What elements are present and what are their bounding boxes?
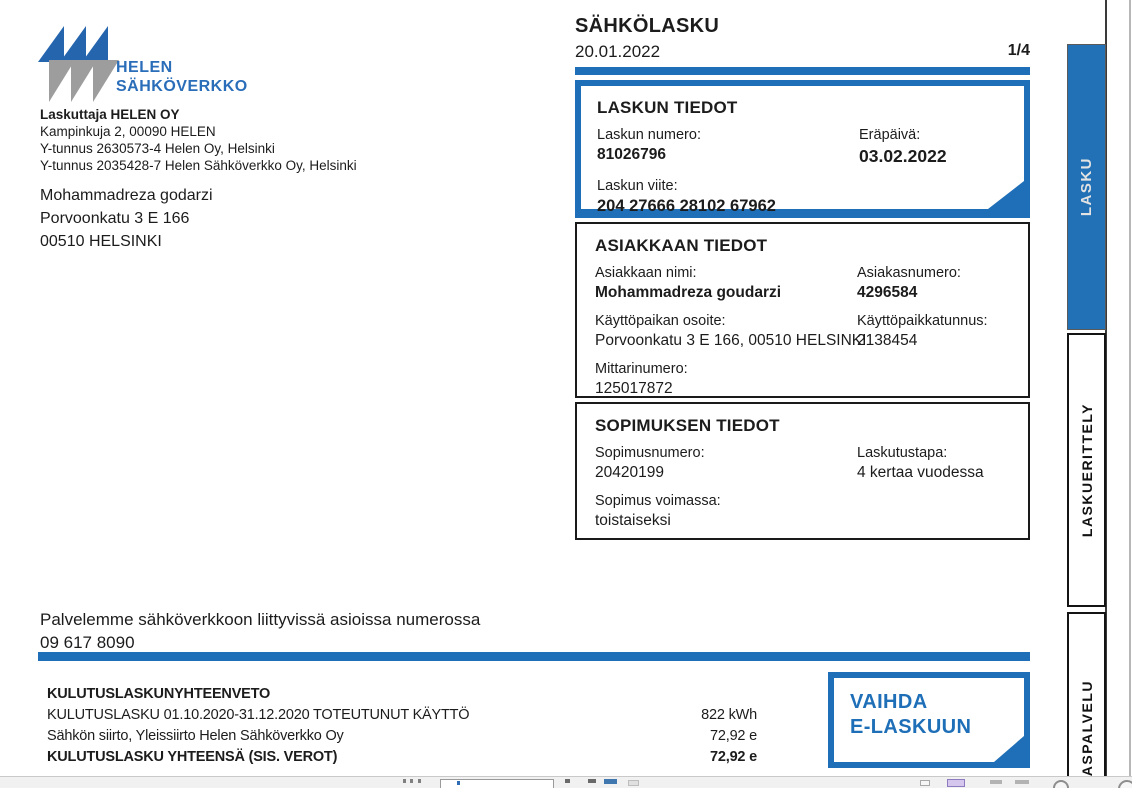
logo-line2: SÄHKÖVERKKO xyxy=(116,78,248,95)
document-title: SÄHKÖLASKU xyxy=(575,15,720,37)
biller-business-id-2: Y-tunnus 2035428-7 Helen Sähköverkko Oy, Helsinki xyxy=(40,158,357,173)
summary-total-label: KULUTUSLASKU YHTEENSÄ (SIS. VEROT) xyxy=(47,749,338,765)
summary-row-label: Sähkön siirto, Yleissiirto Helen Sähköverkko Oy xyxy=(47,728,344,744)
promo-line2: E-LASKUUN xyxy=(850,716,972,738)
toolbar-button-fragment[interactable] xyxy=(565,779,570,783)
promo-line1: VAIHDA xyxy=(850,691,928,713)
tab-asiakaspalvelu-label: ASPALVELU xyxy=(1078,679,1095,776)
summary-row-value: 822 kWh xyxy=(701,707,757,723)
invoice-number-value: 81026796 xyxy=(597,146,666,163)
toolbar-circle-button[interactable] xyxy=(1053,780,1069,788)
summary-title: KULUTUSLASKUNYHTEENVETO xyxy=(47,686,271,702)
service-contact xyxy=(40,608,480,654)
toolbar-text-fragment xyxy=(410,779,413,783)
site-address-label: Käyttöpaikan osoite: xyxy=(595,313,726,329)
due-date-label: Eräpäivä: xyxy=(859,127,921,143)
site-id-label: Käyttöpaikkatunnus: xyxy=(857,313,988,329)
billing-method-label: Laskutustapa: xyxy=(857,445,948,461)
meter-number-value: 125017872 xyxy=(595,380,673,397)
recipient-city: 00510 HELSINKI xyxy=(40,233,162,250)
summary-row-value: 72,92 e xyxy=(710,728,757,744)
contract-info-box xyxy=(575,402,1030,540)
recipient-name: Mohammadreza godarzi xyxy=(40,187,213,204)
toolbar-blue-icon[interactable] xyxy=(604,779,617,784)
toolbar-text-fragment xyxy=(418,779,421,783)
tab-laskuerittely-label: LASKUERITTELY xyxy=(1078,402,1095,538)
toolbar-input-caret xyxy=(457,781,460,785)
document-date: 20.01.2022 xyxy=(575,42,661,61)
recipient-street: Porvoonkatu 3 E 166 xyxy=(40,210,190,227)
customer-name-value: Mohammadreza goudarzi xyxy=(595,284,782,301)
customer-info-box xyxy=(575,222,1030,398)
service-text: Palvelemme sähköverkkoon liittyvissä asioissa numerossa xyxy=(40,610,481,629)
customer-number-label: Asiakasnumero: xyxy=(857,265,961,281)
contract-number-value: 20420199 xyxy=(595,464,664,481)
reference-value: 204 27666 28102 67962 xyxy=(597,197,776,215)
biller-info xyxy=(40,106,357,174)
tab-lasku-label: LASKU xyxy=(1078,157,1095,217)
summary-total-value: 72,92 e xyxy=(710,749,757,765)
customer-number-value: 4296584 xyxy=(857,284,918,301)
logo-triangle-blue xyxy=(38,26,64,62)
summary-total-row xyxy=(47,747,757,768)
consumption-summary xyxy=(47,684,757,768)
viewer-toolbar-partial xyxy=(0,776,1132,788)
reference-label: Laskun viite: xyxy=(597,178,678,194)
summary-row-label: KULUTUSLASKU 01.10.2020-31.12.2020 TOTEUTUNUT KÄYTTÖ xyxy=(47,707,470,723)
section-divider xyxy=(38,652,1030,661)
service-phone: 09 617 8090 xyxy=(40,633,135,652)
e-invoice-promo-box xyxy=(828,672,1030,768)
summary-row xyxy=(47,726,757,747)
logo-line1: HELEN xyxy=(116,59,173,76)
header-divider xyxy=(575,67,1030,75)
site-id-value: 2138454 xyxy=(857,332,918,349)
recipient-address xyxy=(40,184,213,253)
toolbar-button-fragment[interactable] xyxy=(920,780,930,786)
contract-box-title: SOPIMUKSEN TIEDOT xyxy=(595,416,780,435)
toolbar-text-fragment xyxy=(403,779,406,783)
meter-number-label: Mittarinumero: xyxy=(595,361,688,377)
tab-laskuerittely xyxy=(1067,333,1106,607)
helen-logo xyxy=(38,26,318,104)
toolbar-button-fragment[interactable] xyxy=(588,779,596,783)
page-edge-line xyxy=(1129,0,1131,776)
billing-method-value: 4 kertaa vuodessa xyxy=(857,464,984,481)
invoice-number-label: Laskun numero: xyxy=(597,127,701,143)
biller-label: Laskuttaja HELEN OY xyxy=(40,107,180,122)
biller-address: Kampinkuja 2, 00090 HELEN xyxy=(40,124,216,139)
logo-wordmark xyxy=(116,58,248,96)
toolbar-circle-button[interactable] xyxy=(1118,780,1132,788)
invoice-box-title: LASKUN TIEDOT xyxy=(597,98,738,117)
contract-validity-label: Sopimus voimassa: xyxy=(595,493,721,509)
biller-business-id-1: Y-tunnus 2630573-4 Helen Oy, Helsinki xyxy=(40,141,275,156)
contract-validity-value: toistaiseksi xyxy=(595,512,671,529)
contract-number-label: Sopimusnumero: xyxy=(595,445,705,461)
toolbar-active-button[interactable] xyxy=(947,779,965,787)
tab-lasku xyxy=(1067,44,1106,330)
tab-asiakaspalvelu xyxy=(1067,612,1106,788)
toolbar-button-fragment[interactable] xyxy=(1015,780,1029,784)
summary-row xyxy=(47,705,757,726)
due-date-value: 03.02.2022 xyxy=(859,146,947,166)
toolbar-button-fragment[interactable] xyxy=(990,780,1002,784)
page-number: 1/4 xyxy=(1007,42,1030,59)
site-address-value: Porvoonkatu 3 E 166, 00510 HELSINKI xyxy=(595,332,867,349)
invoice-info-box xyxy=(575,80,1030,218)
customer-name-label: Asiakkaan nimi: xyxy=(595,265,697,281)
toolbar-button-fragment[interactable] xyxy=(628,780,639,786)
customer-box-title: ASIAKKAAN TIEDOT xyxy=(595,236,768,255)
